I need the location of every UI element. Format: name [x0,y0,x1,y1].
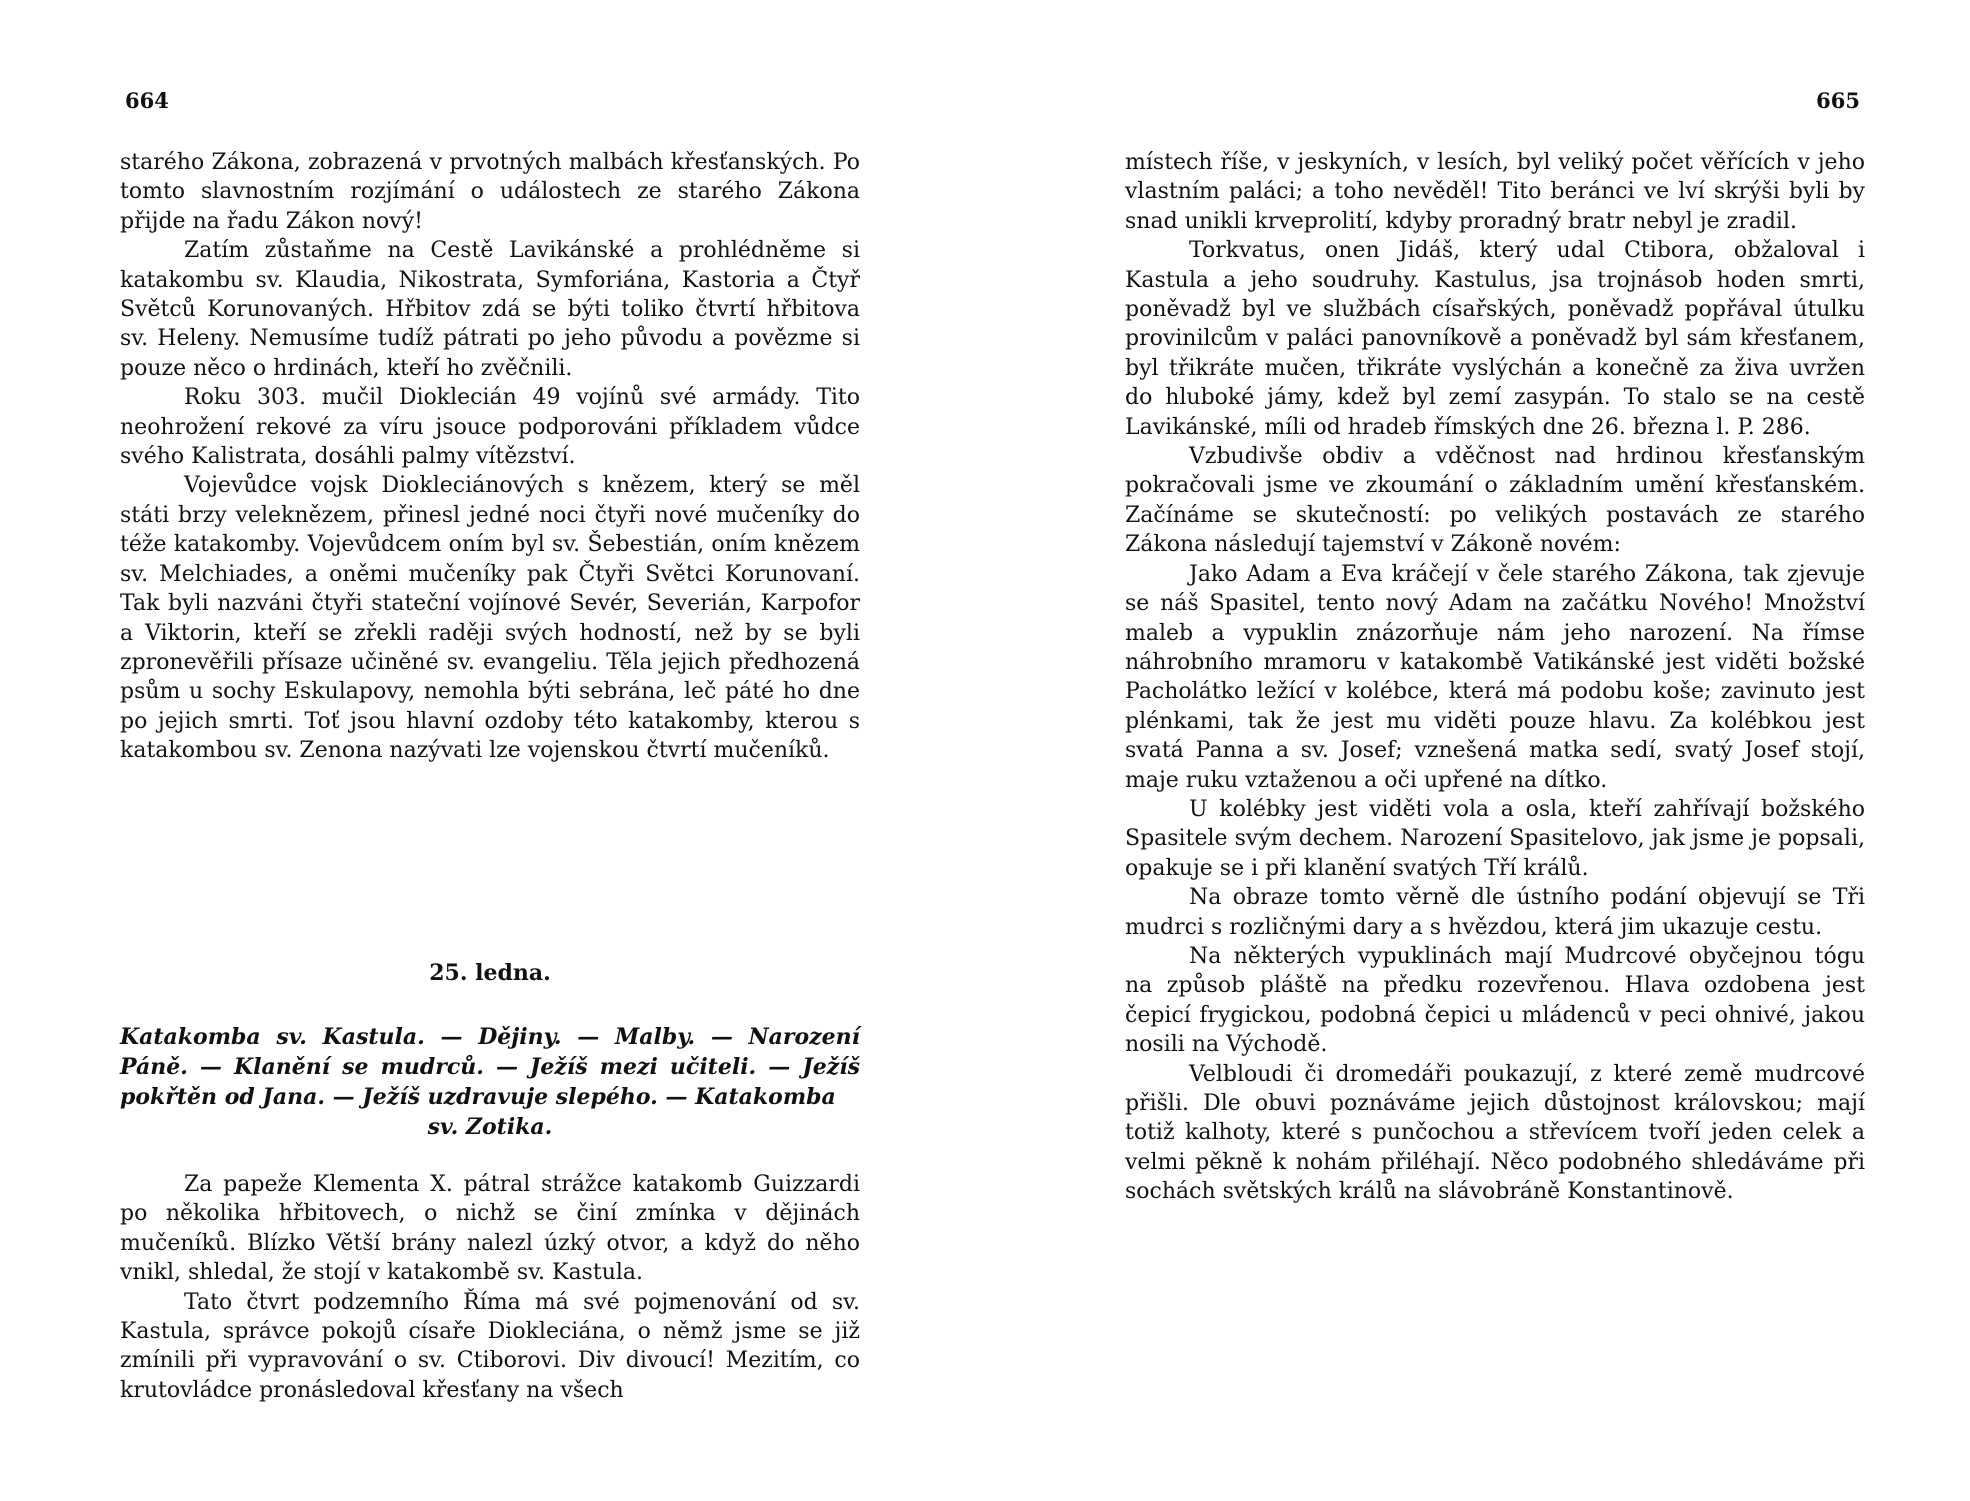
paragraph: U kolébky jest viděti vola a osla, kteří zahřívají božského Spasitele svým dechem. Narození Spasitelovo, jak jsme je popsali, opakuje se i při klanění svatých Tří králů. [1125,796,1865,881]
paragraph: Vojevůdce vojsk Diokleciánových s knězem, který se měl státi brzy veleknězem, přinesl jedné noci čtyři nové mučeníky do téže katakomby. Vojevůdcem oním byl sv. Šebestián, oním knězem sv. Melchiades, a oněmi mučeníky pak Čtyři Světci Korunovaní. Tak byli nazváni čtyři stateční vojínové Sevér, Severián, Karpofor a Viktorin, kteří se zřekli raději svých hodností, než by se byli zpronevěřili přísaze učiněné sv. evangeliu. Těla jejich předhozená psům u sochy Eskulapovy, nemohla býti sebrána, leč páté ho dne po jejich smrti. Toť jsou hlavní ozdoby této katakomby, kterou s katakombou sv. Zenona nazývati lze vojenskou čtvrtí mučeníků. [120,473,860,764]
left-bottom-text [120,1170,860,1405]
paragraph: Vzbudivše obdiv a vděčnost nad hrdinou křesťanským pokračovali jsme ve zkoumání o základním umění křesťanském. Začínáme se skutečností: po velikých postavách ze starého Zákona následují tajemství v Zákoně novém: [1125,444,1865,558]
section-subtitle-last: sv. Zotika. [427,1114,553,1140]
section-date: 25. ledna. [429,960,551,986]
paragraph: Zatím zůstaňme na Cestě Lavikánské a prohlédněme si katakombu sv. Klaudia, Nikostrata, Symforiána, Kastoria a Čtyř Světců Korunovaných. Hřbitov zdá se býti toliko čtvrtí hřbitova sv. Heleny. Nemusíme tudíž pátrati po jeho původu a povězme si pouze něco o hrdinách, kteří ho zvěčnili. [120,238,860,381]
section-subtitle [120,1022,860,1142]
page-number-left: 664 [125,88,169,113]
paragraph: Velbloudi či dromedáři poukazují, z které země mudrcové přišli. Dle obuvi poznáváme jejich důstojnost královskou; mají totiž kalhoty, které s punčochou a střevícem tvoří jeden celek a velmi pěkně k nohám přiléhají. Něco podobného shledáváme při sochách světských králů na slávobráně Konstantinově. [1125,1061,1865,1205]
left-page [120,0,860,1501]
paragraph: Torkvatus, onen Jidáš, který udal Ctibora, obžaloval i Kastula a jeho soudruhy. Kastulus, jsa trojnásob hoden smrti, poněvadž byl ve službách císařských, poněvadž popřával útulku provinilcům v paláci panovníkově a poněvadž byl sám křesťanem, byl třikráte mučen, třikráte vyslýchán a konečně za živa uvržen do hluboké jámy, kdež byl zemí zasypán. To stalo se na cestě Lavikánské, míli od hradeb římských dne 26. března l. P. 286. [1125,238,1865,440]
paragraph: Na některých vypuklinách mají Mudrcové obyčejnou tógu na způsob pláště na předku rozevřenou. Hlava ozdobena jest čepicí frygickou, podobná čepici u mládenců v peci ohnivé, jakou nosili na Východě. [1125,943,1865,1058]
paragraph: Tato čtvrt podzemního Říma má své pojmenování od sv. Kastula, správce pokojů císaře Diokleciána, o němž jsme se již zmínili při vypravování o sv. Ctiborovi. Div divoucí! Mezitím, co krutovládce pronásledoval křesťany na všech [120,1289,860,1403]
right-page [1125,0,1865,1501]
paragraph: starého Zákona, zobrazená v prvotných malbách křesťanských. Po tomto slavnostním rozjímání o událostech ze starého Zákona přijde na řadu Zákon nový! [120,150,860,234]
paragraph: Jako Adam a Eva kráčejí v čele starého Zákona, tak zjevuje se náš Spasitel, tento nový Adam na začátku Nového! Množství maleb a vypuklin znázorňuje nám jeho narození. Na římse náhrobního mramoru v katakombě Vatikánské jest viděti božské Pacholátko ležící v kolébce, která má podobu koše; zavinuto jest plénkami, tak že jest mu viděti pouze hlavu. Za kolébkou jest svatá Panna a sv. Josef; vznešená matka sedí, svatý Josef stojí, maje ruku vztaženou a oči upřené na dítko. [1125,561,1865,793]
right-text [1125,148,1865,1207]
paragraph: místech říše, v jeskyních, v lesích, byl veliký počet věřících v jeho vlastním paláci; a toho nevěděl! Tito beránci ve lví skrýši byli by snad unikli krveprolití, kdyby proradný bratr nebyl je zradil. [1125,150,1865,234]
paragraph: Za papeže Klementa X. pátral strážce katakomb Guizzardi po několika hřbitovech, o nichž se činí zmínka v dějinách mučeníků. Blízko Větší brány nalezl úzký otvor, a když do něho vnikl, shledal, že stojí v katakombě sv. Kastula. [120,1172,860,1286]
paragraph: Na obraze tomto věrně dle ústního podání objevují se Tři mudrci s rozličnými dary a s hvězdou, která jim ukazuje cestu. [1125,885,1865,940]
left-top-text [120,148,860,766]
section-subtitle-text: Katakomba sv. Kastula. — Dějiny. — Malby. — Narození Páně. — Klanění se mudrců. — Ježíš mezi učiteli. — Ježíš pokřtěn od Jana. — Ježíš uzdravuje slepého. — Katakomba [120,1024,860,1110]
page-number-right: 665 [1816,88,1860,113]
paragraph: Roku 303. mučil Dioklecián 49 vojínů své armády. Tito neohrožení rekové za víru jsouce podporováni příkladem vůdce svého Kalistrata, dosáhli palmy vítězství. [120,385,860,470]
